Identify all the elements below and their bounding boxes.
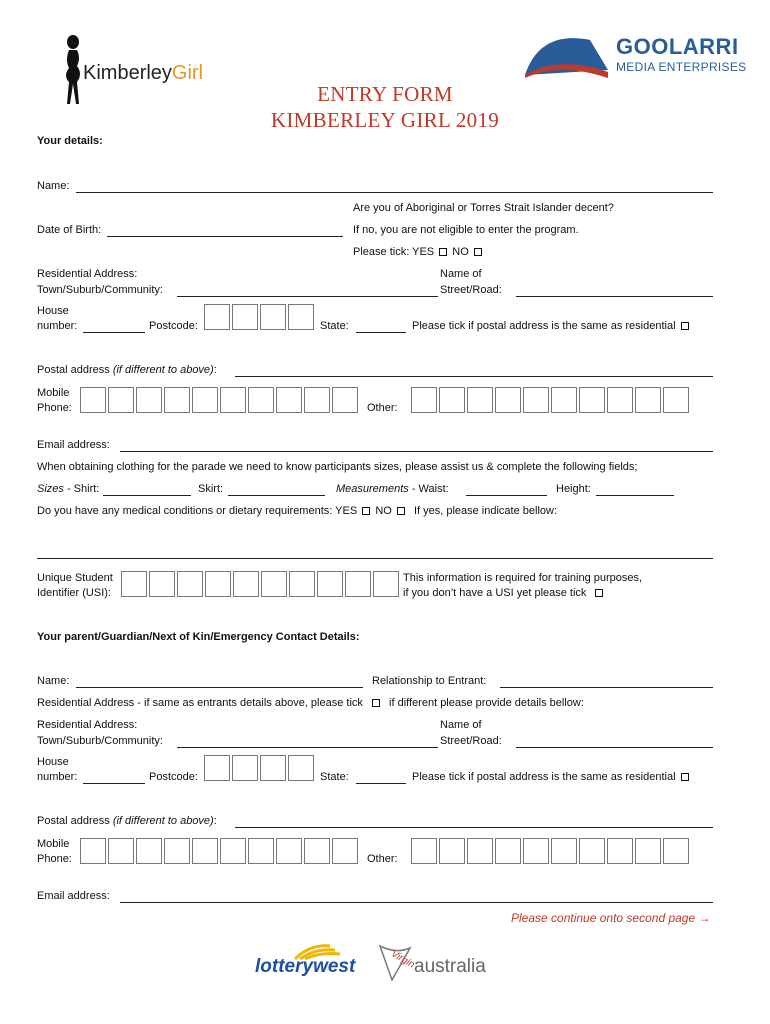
guardian-email-field[interactable] [120, 902, 713, 903]
guardian-mobile-boxes[interactable] [80, 838, 360, 864]
street-field[interactable] [516, 296, 713, 297]
guardian-other-boxes[interactable] [411, 838, 691, 864]
guardian-postal-same-label: Please tick if postal address is the same as residential [412, 771, 676, 783]
continue-note: Please continue onto second page → [511, 911, 711, 925]
lotterywest-logo [255, 944, 360, 984]
medical-question: Do you have any medical conditions or dietary requirements: YES [37, 505, 358, 517]
guardian-state-field[interactable] [356, 783, 406, 784]
guardian-email-label: Email address: [37, 890, 110, 902]
girl-logo-text: Girl [171, 62, 204, 84]
medical-row [37, 505, 557, 517]
name-label: Name: [37, 180, 70, 192]
your-details-heading: Your details: [37, 135, 103, 147]
australia-text: australia [414, 956, 486, 977]
res-address-label: Residential Address: [37, 268, 138, 280]
waist-field[interactable] [466, 495, 547, 496]
guardian-phone-label: Phone: [37, 853, 72, 865]
usi-boxes[interactable] [121, 571, 401, 597]
usi-info-2: if you don’t have a USI yet please tick [403, 587, 587, 599]
email-field[interactable] [120, 451, 713, 452]
aboriginal-question: Are you of Aboriginal or Torres Strait Islander decent? [353, 202, 614, 214]
guardian-res-same-row [37, 697, 584, 709]
postcode-boxes[interactable] [204, 304, 316, 330]
other-phone-boxes[interactable] [411, 387, 691, 413]
no-usi-checkbox[interactable] [595, 589, 603, 597]
house-number-label: number: [37, 320, 78, 332]
virgin-text: Virgin [388, 948, 417, 971]
postal-address-label: Postal address (if different to above): [37, 364, 217, 376]
goolarri-logo [520, 30, 747, 80]
res-same-label: Residential Address - if same as entrants details above, please tick [37, 697, 363, 709]
state-field[interactable] [356, 332, 406, 333]
house-label: House [37, 305, 69, 317]
waist-label: - Waist: [408, 483, 449, 495]
kimberley-logo-text: Kimberley [83, 62, 172, 84]
goolarri-main-text: GOOLARRI [616, 34, 739, 59]
guardian-house-label: House [37, 756, 69, 768]
relationship-field[interactable] [500, 687, 713, 688]
lotterywest-text: lotterywest [255, 956, 356, 977]
street-label: Street/Road: [440, 284, 502, 296]
skirt-field[interactable] [228, 495, 325, 496]
medical-yes-checkbox[interactable] [362, 507, 370, 515]
no-label: NO [452, 246, 469, 258]
guardian-house-number-label: number: [37, 771, 78, 783]
guardian-name-field[interactable] [76, 687, 363, 688]
mobile-phone-boxes[interactable] [80, 387, 360, 413]
form-title-line2: KIMBERLEY GIRL 2019 [270, 108, 500, 132]
state-label: State: [320, 320, 349, 332]
height-label: Height: [556, 483, 591, 495]
medical-if-yes-label: If yes, please indicate bellow: [413, 505, 558, 517]
shirt-label: - Shirt: [63, 483, 100, 495]
guardian-name-of-label: Name of [440, 719, 482, 731]
measurements-row [336, 483, 449, 495]
postal-address-field[interactable] [235, 376, 713, 377]
sizes-label: Sizes [37, 483, 64, 495]
postal-same-label: Please tick if postal address is the same as residential [412, 320, 676, 332]
guardian-other-label: Other: [367, 853, 398, 865]
guardian-postcode-label: Postcode: [149, 771, 198, 783]
no-checkbox[interactable] [474, 248, 482, 256]
usi-label-2: Identifier (USI): [37, 587, 111, 599]
guardian-postal-address-label: Postal address (if different to above): [37, 815, 217, 827]
name-of-label: Name of [440, 268, 482, 280]
guardian-heading: Your parent/Guardian/Next of Kin/Emergency Contact Details: [37, 631, 360, 643]
form-title-line1: ENTRY FORM [317, 82, 453, 106]
usi-info-row [403, 587, 605, 599]
phone-label: Phone: [37, 402, 72, 414]
res-same-checkbox[interactable] [372, 699, 380, 707]
guardian-postal-same-checkbox[interactable] [681, 773, 689, 781]
yes-checkbox[interactable] [439, 248, 447, 256]
guardian-street-label: Street/Road: [440, 735, 502, 747]
medical-details-field[interactable] [37, 558, 713, 559]
town-field[interactable] [177, 296, 438, 297]
guardian-town-label: Town/Suburb/Community: [37, 735, 163, 747]
mobile-label: Mobile [37, 387, 70, 399]
email-label: Email address: [37, 439, 110, 451]
usi-info-1: This information is required for training purposes, [403, 572, 643, 584]
please-tick-yes-label: Please tick: YES [353, 246, 435, 258]
other-label: Other: [367, 402, 398, 414]
relationship-label: Relationship to Entrant: [372, 675, 487, 687]
usi-label-1: Unique Student [37, 572, 113, 584]
town-label: Town/Suburb/Community: [37, 284, 163, 296]
res-diff-label: if different please provide details bellow: [389, 697, 584, 709]
guardian-postal-address-field[interactable] [235, 827, 713, 828]
goolarri-arc-icon [520, 30, 610, 80]
shirt-field[interactable] [103, 495, 191, 496]
guardian-postcode-boxes[interactable] [204, 755, 316, 781]
skirt-label: Skirt: [198, 483, 224, 495]
guardian-postal-same-row [412, 771, 691, 783]
sizes-row [37, 483, 99, 495]
dob-field[interactable] [107, 236, 343, 237]
guardian-street-field[interactable] [516, 747, 713, 748]
postal-same-checkbox[interactable] [681, 322, 689, 330]
guardian-mobile-label: Mobile [37, 838, 70, 850]
height-field[interactable] [596, 495, 674, 496]
goolarri-sub-text: MEDIA ENTERPRISES [616, 60, 747, 74]
guardian-house-number-field[interactable] [83, 783, 145, 784]
house-number-field[interactable] [83, 332, 145, 333]
dob-label: Date of Birth: [37, 224, 102, 236]
clothing-note: When obtaining clothing for the parade we need to know participants sizes, please assist us & complete the following fields; [37, 461, 638, 473]
measurements-label: Measurements [336, 483, 409, 495]
name-field[interactable] [76, 192, 713, 193]
guardian-state-label: State: [320, 771, 349, 783]
virgin-australia-logo [378, 944, 508, 984]
postal-same-row [412, 320, 691, 332]
guardian-town-field[interactable] [177, 747, 438, 748]
not-eligible-note: If no, you are not eligible to enter the program. [353, 224, 579, 236]
medical-no-label: NO [375, 505, 392, 517]
medical-no-checkbox[interactable] [397, 507, 405, 515]
guardian-res-address-label: Residential Address: [37, 719, 138, 731]
aboriginal-tick-row [353, 246, 484, 258]
postcode-label: Postcode: [149, 320, 198, 332]
guardian-name-label: Name: [37, 675, 70, 687]
